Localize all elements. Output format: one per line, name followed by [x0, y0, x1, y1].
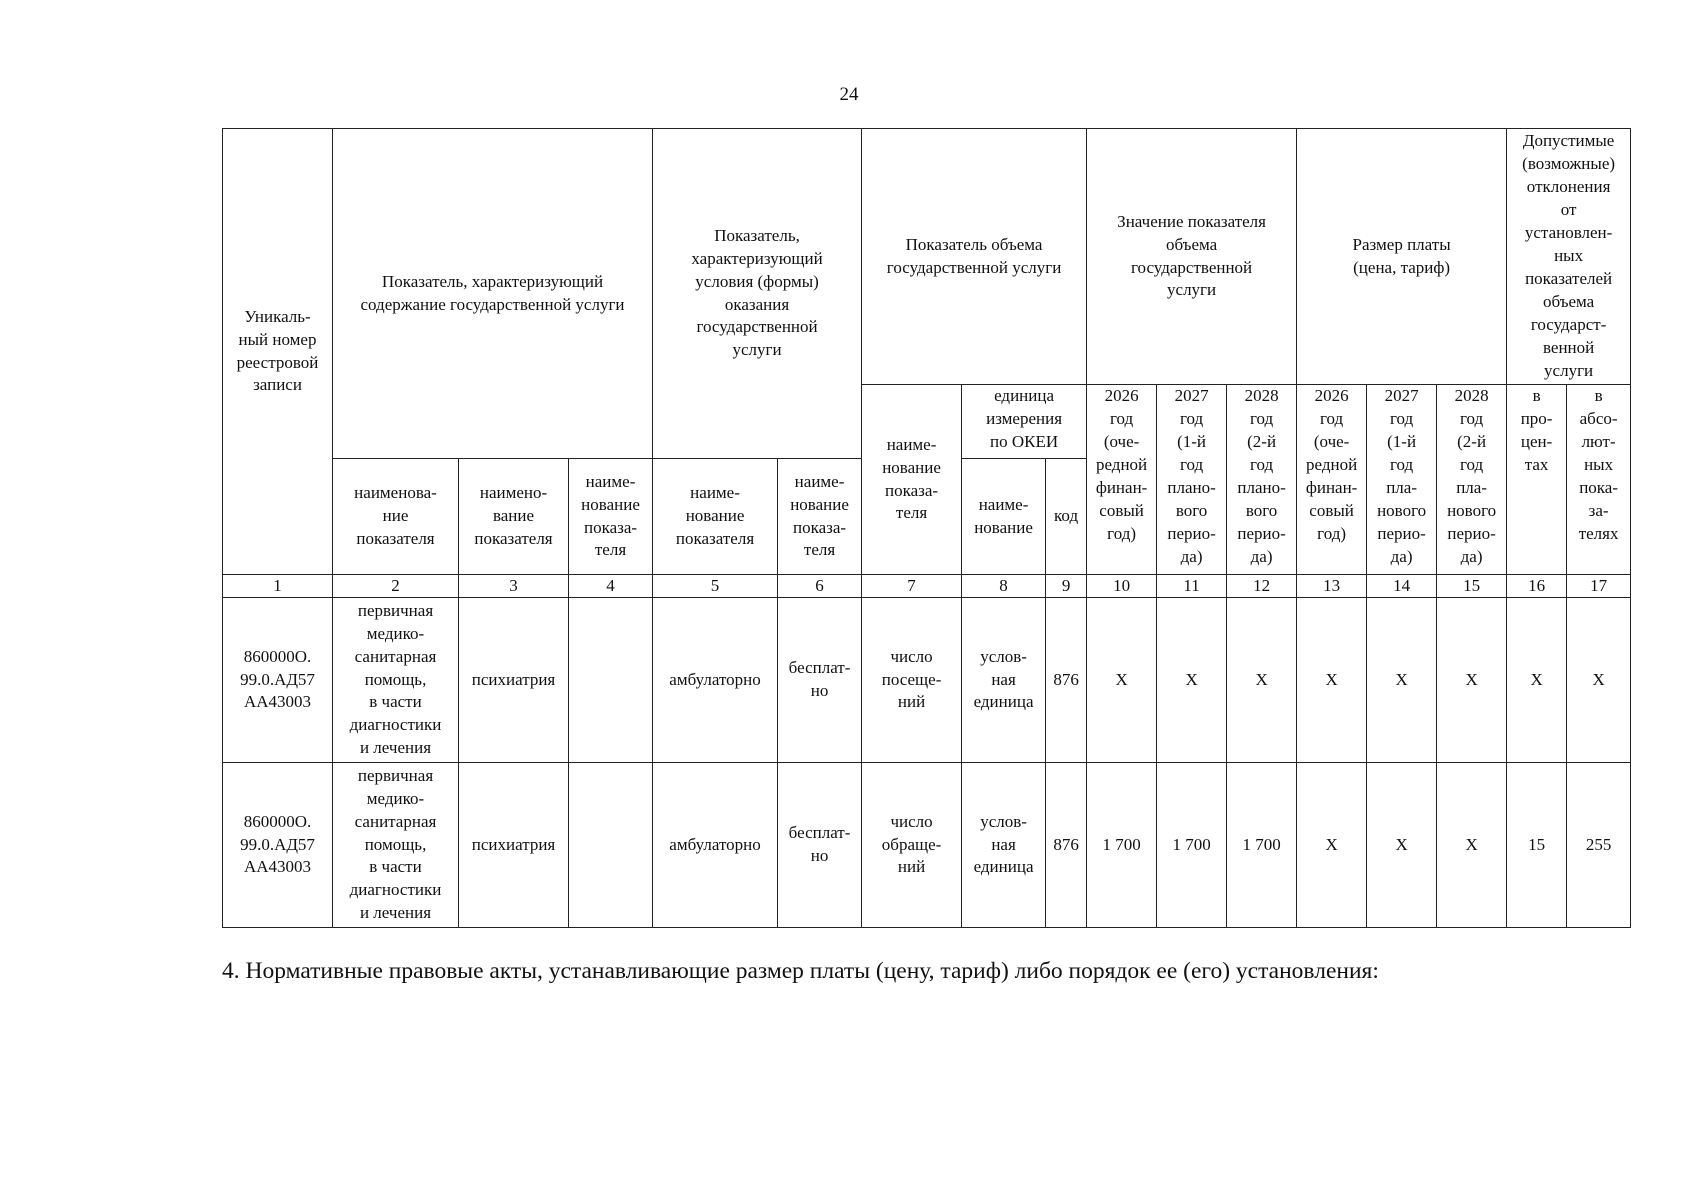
table-cell: число обраще- ний	[862, 763, 962, 928]
table-cell: бесплат- но	[778, 763, 862, 928]
column-number: 13	[1297, 575, 1367, 598]
header-pay-2027: 2027 год (1-й год пла- нового перио- да)	[1367, 385, 1437, 575]
column-number: 6	[778, 575, 862, 598]
column-number: 17	[1567, 575, 1631, 598]
section-heading: 4. Нормативные правовые акты, устанавливающие размер платы (цену, тариф) либо порядок ее (его) установления:	[222, 958, 1379, 984]
table-cell: X	[1437, 598, 1507, 763]
column-number: 16	[1507, 575, 1567, 598]
header-registry-number: Уникаль- ный номер реестровой записи	[223, 129, 333, 575]
table-cell: X	[1437, 763, 1507, 928]
column-number: 1	[223, 575, 333, 598]
table-cell: 1 700	[1227, 763, 1297, 928]
table-cell: 876	[1046, 763, 1087, 928]
column-number: 10	[1087, 575, 1157, 598]
header-volume-indicator-name: наиме- нование показа- теля	[862, 385, 962, 575]
table-row	[223, 763, 1631, 928]
header-volume-value: Значение показателя объема государственной услуги	[1087, 129, 1297, 385]
header-indicator-name-1: наименова- ние показателя	[333, 459, 459, 575]
header-deviations: Допустимые (возможные) отклонения от установлен- ных показателей объема государст- венной услуги	[1507, 129, 1631, 385]
header-value-2026: 2026 год (оче- редной финан- совый год)	[1087, 385, 1157, 575]
page-number: 24	[839, 84, 859, 105]
table-cell: 860000О. 99.0.АД57 АА43003	[223, 598, 333, 763]
column-number: 15	[1437, 575, 1507, 598]
table-cell: услов- ная единица	[962, 598, 1046, 763]
header-okei-unit: единица измерения по ОКЕИ	[962, 385, 1087, 459]
column-number: 2	[333, 575, 459, 598]
table-cell: психиатрия	[459, 598, 569, 763]
table-cell: X	[1227, 598, 1297, 763]
table-cell: X	[1087, 598, 1157, 763]
header-content-indicator: Показатель, характеризующий содержание государственной услуги	[333, 129, 653, 459]
column-number: 11	[1157, 575, 1227, 598]
table-row	[223, 598, 1631, 763]
table-cell: X	[1567, 598, 1631, 763]
header-value-2028: 2028 год (2-й год плано- вого перио- да)	[1227, 385, 1297, 575]
table-cell: амбулаторно	[653, 763, 778, 928]
table-cell: 1 700	[1087, 763, 1157, 928]
header-dev-percent: в про- цен- тах	[1507, 385, 1567, 575]
table-cell: X	[1507, 598, 1567, 763]
column-number: 9	[1046, 575, 1087, 598]
column-number: 3	[459, 575, 569, 598]
column-number: 14	[1367, 575, 1437, 598]
column-number: 12	[1227, 575, 1297, 598]
header-value-2027: 2027 год (1-й год плано- вого перио- да)	[1157, 385, 1227, 575]
header-dev-absolute: в абсо- лют- ных пока- за- телях	[1567, 385, 1631, 575]
table-cell: 876	[1046, 598, 1087, 763]
header-okei-code: код	[1046, 459, 1087, 575]
column-number: 5	[653, 575, 778, 598]
table-cell	[569, 598, 653, 763]
column-number: 7	[862, 575, 962, 598]
table-cell	[569, 763, 653, 928]
table-cell: X	[1297, 763, 1367, 928]
column-number: 4	[569, 575, 653, 598]
header-pay-2026: 2026 год (оче- редной финан- совый год)	[1297, 385, 1367, 575]
services-table	[222, 128, 1631, 928]
table-cell: бесплат- но	[778, 598, 862, 763]
header-payment-size: Размер платы (цена, тариф)	[1297, 129, 1507, 385]
table-cell: первичная медико- санитарная помощь, в части диагностики и лечения	[333, 763, 459, 928]
header-okei-name: наиме- нование	[962, 459, 1046, 575]
header-indicator-name-2: наимено- вание показателя	[459, 459, 569, 575]
table-cell: 1 700	[1157, 763, 1227, 928]
table-cell: психиатрия	[459, 763, 569, 928]
table-cell: число посеще- ний	[862, 598, 962, 763]
table-cell: 15	[1507, 763, 1567, 928]
header-indicator-name-3: наиме- нование показа- теля	[569, 459, 653, 575]
header-volume-indicator: Показатель объема государственной услуги	[862, 129, 1087, 385]
header-pay-2028: 2028 год (2-й год пла- нового перио- да)	[1437, 385, 1507, 575]
table-cell: 255	[1567, 763, 1631, 928]
table-cell: X	[1157, 598, 1227, 763]
table-cell: X	[1367, 598, 1437, 763]
header-indicator-name-5: наиме- нование показа- теля	[778, 459, 862, 575]
table-cell: услов- ная единица	[962, 763, 1046, 928]
column-numbers-row	[223, 575, 1631, 598]
table-cell: 860000О. 99.0.АД57 АА43003	[223, 763, 333, 928]
table-cell: X	[1367, 763, 1437, 928]
header-conditions-indicator: Показатель, характеризующий условия (формы) оказания государственной услуги	[653, 129, 862, 459]
header-indicator-name-4: наиме- нование показателя	[653, 459, 778, 575]
table-cell: X	[1297, 598, 1367, 763]
table-cell: амбулаторно	[653, 598, 778, 763]
column-number: 8	[962, 575, 1046, 598]
table-cell: первичная медико- санитарная помощь, в части диагностики и лечения	[333, 598, 459, 763]
